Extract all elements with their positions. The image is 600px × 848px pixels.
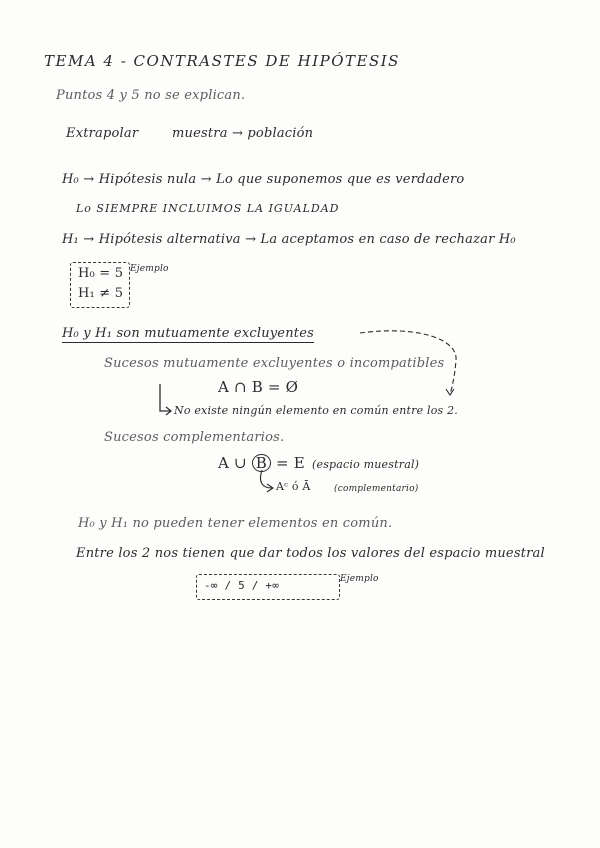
h0-note: Lo SIEMPRE INCLUIMOS LA IGUALDAD (76, 202, 340, 215)
complement-formula: Aᶜ ó Ā (276, 480, 311, 493)
curved-arrow-head-icon (446, 389, 454, 395)
both-cover-line: Entre los 2 nos tienen que dar todos los valores del espacio muestral (76, 546, 545, 561)
example-h1: H₁ ≠ 5 (78, 286, 124, 301)
exclusive-heading (62, 326, 314, 341)
complement-annotation: (complementario) (334, 484, 419, 494)
union-annotation: (espacio muestral) (312, 458, 420, 471)
h0-definition: H₀ → Hipótesis nula → Lo que suponemos que es verdadero (62, 172, 465, 187)
incompatible-line: Sucesos mutuamente excluyentes o incompatibles (104, 356, 445, 371)
union-b-circled: B (252, 454, 271, 472)
extrapolation-left: Extrapolar (66, 126, 139, 141)
note-points: Puntos 4 y 5 no se explican. (56, 88, 246, 103)
no-common-line: No existe ningún elemento en común entre los 2. (174, 404, 458, 417)
example-h0: H₀ = 5 (78, 266, 124, 281)
complement-arrow-line (260, 470, 272, 488)
page-title: TEMA 4 - CONTRASTES DE HIPÓTESIS (44, 52, 400, 70)
example-label: Ejemplo (130, 264, 169, 274)
complementary-line: Sucesos complementarios. (104, 430, 285, 445)
union-rest: = E (275, 454, 305, 472)
union-a: A ∪ (218, 454, 247, 472)
exclusive-heading-text: H₀ y H₁ son mutuamente excluyentes (62, 326, 314, 341)
union-formula (218, 454, 305, 472)
h1-definition: H₁ → Hipótesis alternativa → La aceptamos en caso de rechazar H₀ (62, 232, 516, 247)
intersection-formula: A ∩ B = Ø (218, 378, 299, 396)
example2-label: Ejemplo (340, 574, 379, 584)
no-common-elements: H₀ y H₁ no pueden tener elementos en común. (78, 516, 393, 531)
interval-values: -∞ / 5 / +∞ (204, 579, 280, 592)
extrapolation-right: muestra → población (172, 126, 314, 141)
bracket-arrow-line (160, 384, 170, 411)
